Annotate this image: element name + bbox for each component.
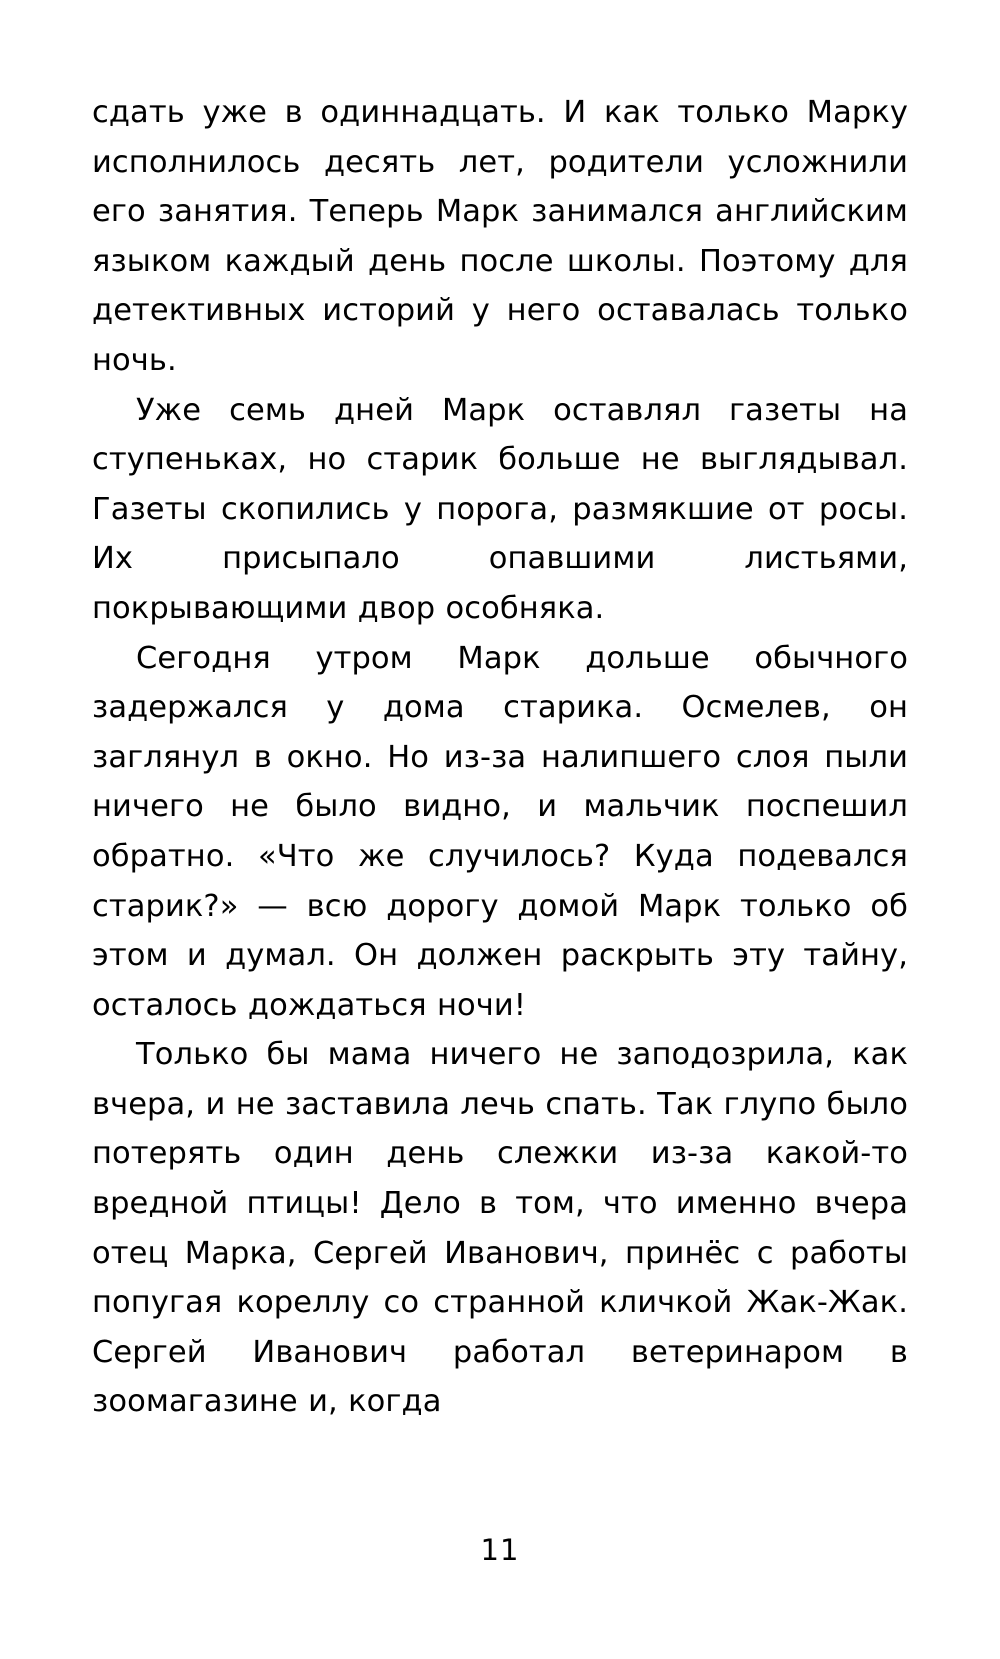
paragraph: Уже семь дней Марк оставлял газеты на ступеньках, но старик больше не выглядывал. Газеты скопились у порога, размякшие от росы. Их присыпало опавшими листьями, покрывающими двор особняка.	[92, 392, 908, 626]
paragraph: Сегодня утром Марк дольше обычного задержался у дома старика. Осмелев, он заглянул в окно. Но из-за налипшего слоя пыли ничего не было видно, и мальчик поспешил обратно. «Что же случилось? Куда подевался старик?» — всю дорогу домой Марк только об этом и думал. Он должен раскрыть эту тайну, осталось дождаться ночи!	[92, 640, 908, 1023]
page-body-text	[92, 88, 908, 1427]
page-number: 11	[480, 1533, 520, 1567]
paragraph: Только бы мама ничего не заподозрила, как вчера, и не заставила лечь спать. Так глупо было потерять один день слежки из-за какой-то вредной птицы! Дело в том, что именно вчера отец Марка, Сергей Иванович, принёс с работы попугая кореллу со странной кличкой Жак-Жак. Сергей Иванович работал ветеринаром в зоомагазине и, когда	[92, 1037, 908, 1420]
paragraph: сдать уже в одиннадцать. И как только Марку исполнилось десять лет, родители усложнили его занятия. Теперь Марк занимался английским языком каждый день после школы. Поэтому для детективных историй у него оставалась только ночь.	[92, 95, 908, 378]
